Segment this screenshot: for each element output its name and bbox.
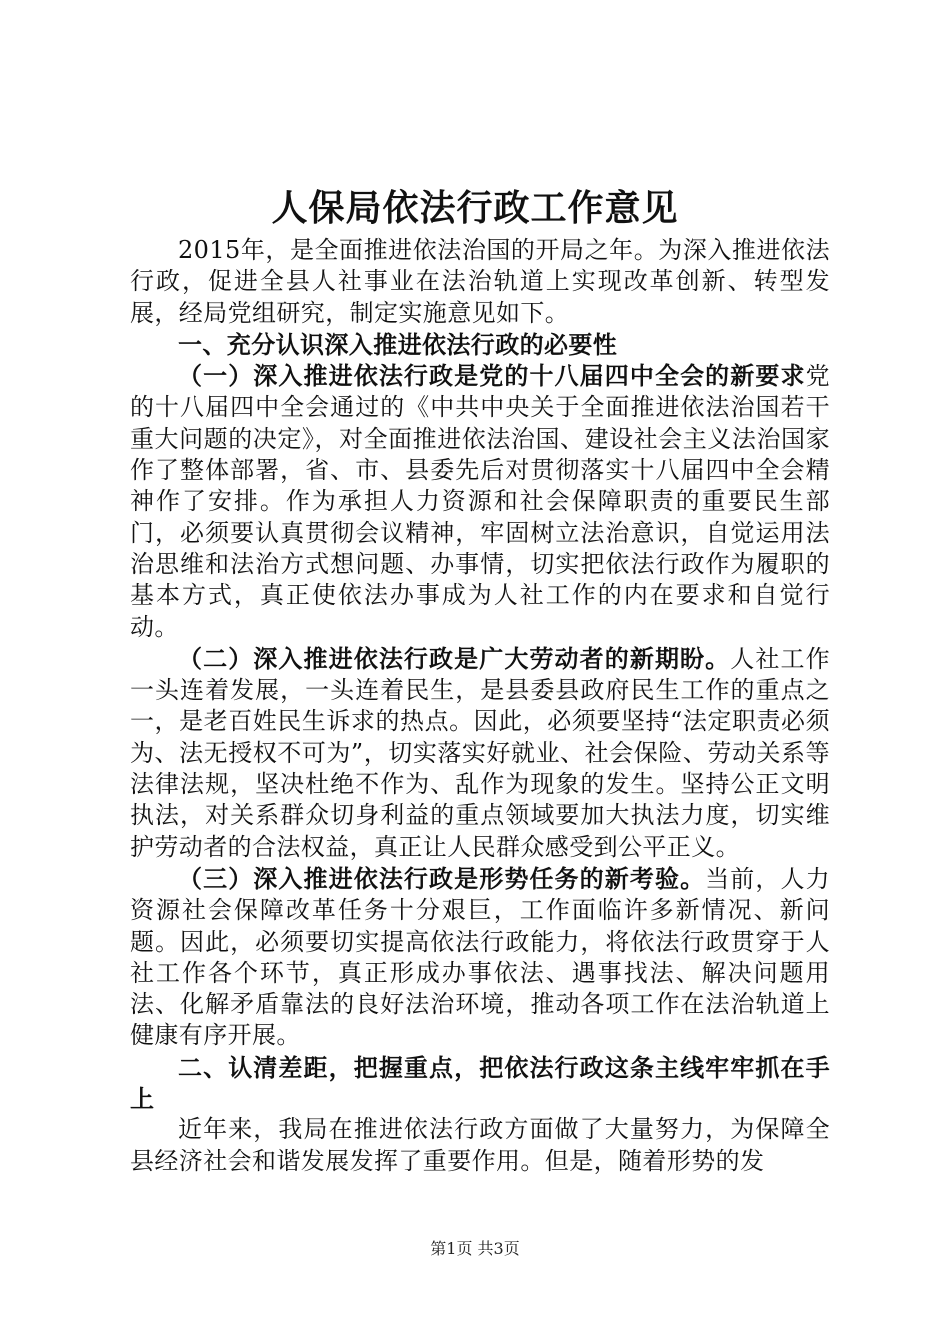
section-2-paragraph: 近年来，我局在推进依法行政方面做了大量努力，为保障全县经济社会和谐发展发挥了重要作用。但是，随着形势的发	[130, 1115, 830, 1175]
subsection-text-1: 党的十八届四中全会通过的《中共中央关于全面推进依法治国若干重大问题的决定》，对全面推进依法治国、建设社会主义法治国家作了整体部署，省、市、县委先后对贯彻落实十八届四中全会精神作了安排。作为承担人力资源和社会保障职责的重要民生部门，必须要认真贯彻会议精神，牢固树立法治意识，自觉运用法治思维和法治方式想问题、办事情，切实把依法行政作为履职的基本方式，真正使依法办事成为人社工作的内在要求和自觉行动。	[130, 362, 830, 641]
intro-paragraph: 2015年，是全面推进依法治国的开局之年。为深入推进依法行政，促进全县人社事业在法治轨道上实现改革创新、转型发展，经局党组研究，制定实施意见如下。	[130, 236, 830, 327]
subsection-paragraph-1	[130, 360, 830, 643]
subsection-text-2: 人社工作一头连着发展，一头连着民生，是县委县政府民生工作的重点之一，是老百姓民生诉求的热点。因此，必须要坚持“法定职责必须为、法无授权不可为”，切实落实好就业、社会保险、劳动关系等法律法规，坚决杜绝不作为、乱作为现象的发生。坚持公正文明执法，对关系群众切身利益的重点领域要加大执法力度，切实维护劳动者的合法权益，真正让人民群众感受到公平正义。	[130, 644, 830, 861]
document-body	[130, 235, 830, 1177]
subsection-heading-1: （一）深入推进依法行政是党的十八届四中全会的新要求	[178, 361, 806, 391]
subsection-text-3: 当前，人力资源社会保障改革任务十分艰巨，工作面临许多新情况、新问题。因此，必须要切实提高依法行政能力，将依法行政贯穿于人社工作各个环节，真正形成办事依法、遇事找法、解决问题用法、化解矛盾靠法的良好法治环境，推动各项工作在法治轨道上健康有序开展。	[130, 864, 831, 1050]
section-heading-2: 二、认清差距，把握重点，把依法行政这条主线牢牢抓在手上	[130, 1052, 830, 1114]
subsection-heading-3: （三）深入推进依法行政是形势任务的新考验。	[178, 863, 706, 893]
subsection-heading-2: （二）深入推进依法行政是广大劳动者的新期盼。	[178, 643, 731, 673]
subsection-paragraph-2	[130, 643, 830, 863]
section-heading-1: 一、充分认识深入推进依法行政的必要性	[178, 329, 618, 359]
document-title: 人保局依法行政工作意见	[271, 187, 679, 229]
page-footer: 第1页 共3页	[430, 1239, 520, 1258]
subsection-paragraph-3	[130, 863, 830, 1052]
